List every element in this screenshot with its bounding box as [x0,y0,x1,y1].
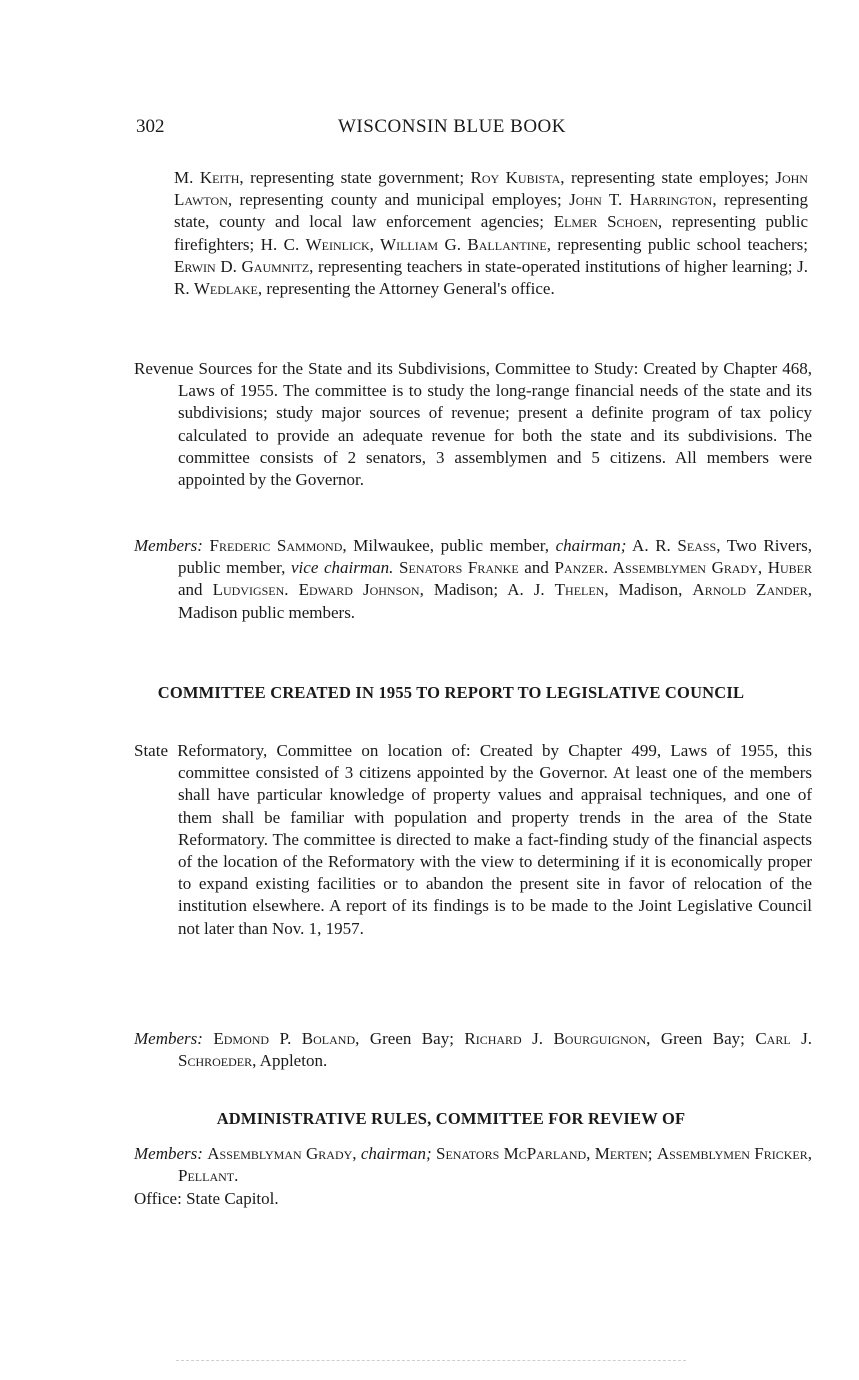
members-label: Members: [134,1144,203,1163]
member-name: Wedlake [193,279,258,299]
member-name: Elmer Schoen [553,212,658,232]
member-name: Weinlick, William G. Ballantine [305,234,547,254]
section-heading: ADMINISTRATIVE RULES, COMMITTEE FOR REVIEW OF [216,1109,686,1128]
admin-rules-committee-members: Members: Assemblyman Grady, chairman; Senators McParland, Merten; Assemblymen Fricker, Pellant. [134,1144,812,1186]
reformatory-committee-description: State Reformatory, Committee on location of: Created by Chapter 499, Laws of 1955, this committee consisted of 3 citizens appointed by the Governor. At least one of the members shall have particular knowledge of property values and appraisal techniques, and one of them shall be familiar with population and property trends in the area of the State Reformatory. The committee is directed to make a fact-finding study of the financial aspects of the location of the Reformatory with the view to determining if it is economically proper to expand existing facilities or to abandon the present site in favor of relocation of the institution elsewhere. A report of its findings is to be made to the Joint Legislative Council not later than Nov. 1, 1957. [134,741,812,938]
page-number: 302 [136,116,165,137]
member-name: Roy Kubista [470,168,561,187]
running-title: WISCONSIN BLUE BOOK [338,116,566,137]
reformatory-committee-members: Members: Edmond P. Boland, Green Bay; Richard J. Bourguignon, Green Bay; Carl J. Schroeder, Appleton. [134,1029,812,1071]
revenue-committee-description: Revenue Sources for the State and its Subdivisions, Committee to Study: Created by Chapter 468, Laws of 1955. The committee is to study the long-range financial needs of the state and its subdivisions; study major sources of revenue; present a definite program of tax policy calculated to provide an adequate revenue for both the state and its subdivisions. The committee consists of 2 senators, 3 assemblymen and 5 citizens. All members were appointed by the Governor. [134,359,812,490]
revenue-committee-members: Members: Frederic Sammond, Milwaukee, public member, chairman; A. R. Seass, Two Rivers, public member, vice chairman. Senators Franke and Panzer. Assemblymen Grady, Huber and Ludvigsen. Edward Johnson, Madison; A. J. Thelen, Madison, Arnold Zander, Madison public members. [134,536,813,622]
member-name: John Lawton [174,168,808,210]
members-label: Members: [134,1029,203,1048]
member-name: Keith [199,168,240,187]
page-header [136,116,768,140]
office-line: Office: State Capitol. [134,1189,279,1208]
member-name: Erwin D. Gaumnitz [174,256,310,276]
member-name: John T. Harrington [569,190,713,210]
continuation-paragraph: M. Keith, representing state government; Roy Kubista, representing state employes; John Lawton, representing county and municipal employes; John T. Harrington, representing state, county and local law enforcement agencies; Elmer Schoen, representing public firefighters; H. C. Weinlick, William G. Ballantine, representing public school teachers; Erwin D. Gaumnitz, representing teachers in state-operated institutions of higher learning; J. R. Wedlake, representing the Attorney General's office. [174,168,809,299]
footer-rule [176,1360,686,1363]
members-label: Members: [134,536,203,555]
section-heading: COMMITTEE CREATED IN 1955 TO REPORT TO LEGISLATIVE COUNCIL [157,683,745,702]
